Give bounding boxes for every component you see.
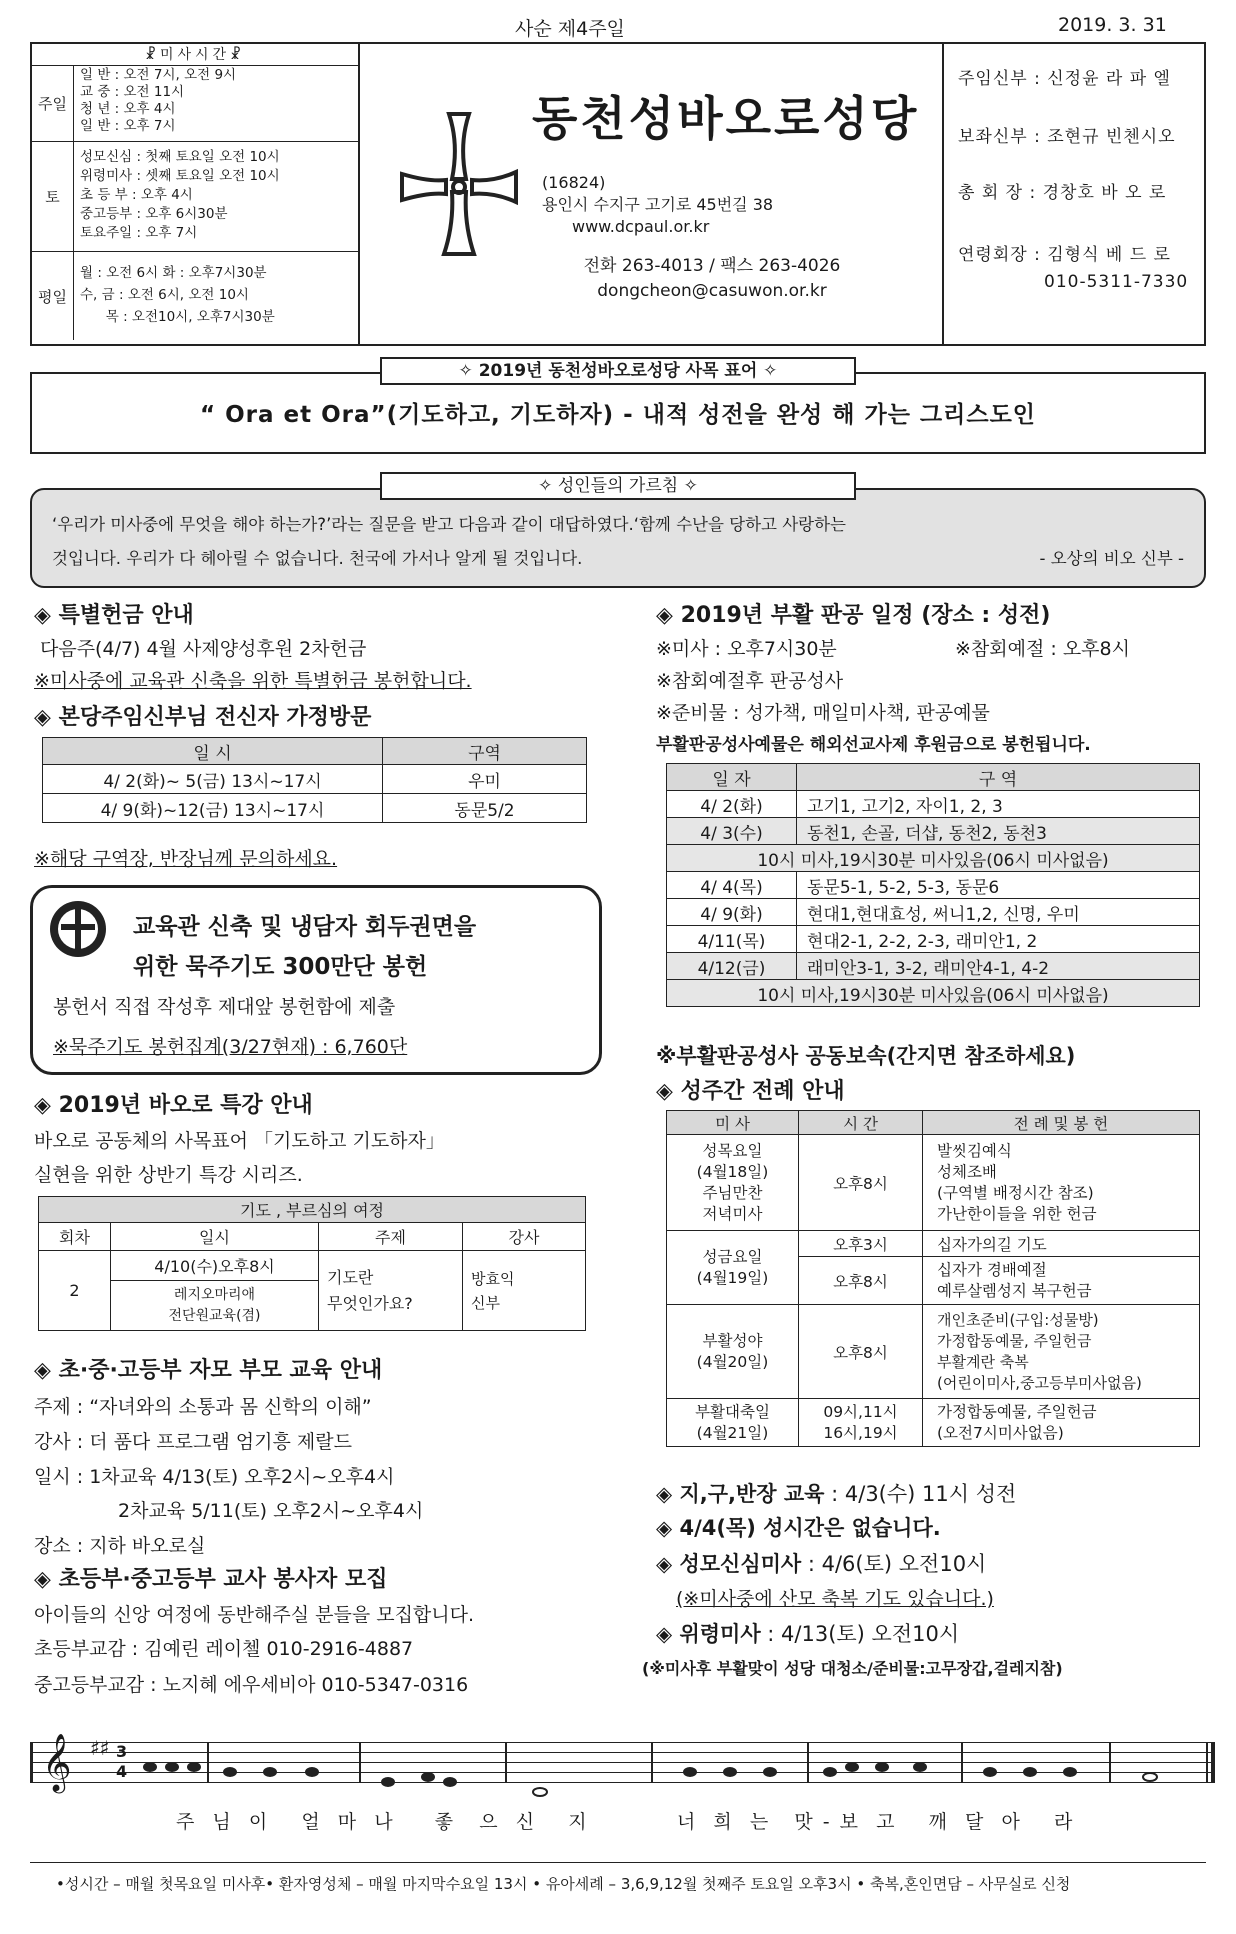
mass-line: 목 : 오전10시, 오후7시30분 — [80, 309, 275, 325]
table-cell: 4/10(수)오후8시 — [111, 1251, 319, 1281]
table-cell: 가정합동예물, 주일헌금 (오전7시미사없음) — [923, 1399, 1200, 1447]
lecture-table — [38, 1196, 586, 1331]
notice-value: : 4/6(토) 오전10시 — [801, 1552, 987, 1576]
table-cell: 10시 미사,19시30분 미사있음(06시 미사없음) — [667, 980, 1200, 1007]
confession-line: ※미사 : 오후7시30분 — [656, 638, 837, 660]
table-row — [43, 794, 587, 823]
notice-value: : 4/13(토) 오전10시 — [760, 1622, 960, 1646]
key-signature-icon: ♯♯ — [90, 1736, 110, 1760]
music-staff — [30, 1733, 1214, 1792]
special-offering-title: ◈ 특별헌금 안내 — [34, 603, 194, 628]
table-cell: 레지오마리애 전단원교육(겸) — [111, 1281, 319, 1331]
table-row — [667, 818, 1200, 845]
postal-code: (16824) — [542, 173, 606, 192]
confession-title: ◈ 2019년 부활 판공 일정 (장소 : 성전) — [656, 603, 1051, 628]
prayer-count: ※묵주기도 봉헌집계(3/27현재) : 6,760단 — [53, 1036, 408, 1058]
saint-tab: ✧ 성인들의 가르침 ✧ — [380, 472, 856, 500]
notice-marian-note: (※미사중에 산모 축복 기도 있습니다.) — [676, 1588, 994, 1610]
saint-line-row — [52, 542, 1184, 576]
notice-title: ◈ 지,구,반장 교육 — [656, 1482, 825, 1506]
staff-pastor: 주임신부 : 신정윤 라 파 엘 — [958, 69, 1171, 89]
lecture-line: 바오로 공동체의 사목표어 「기도하고 기도하자」 — [34, 1130, 445, 1152]
table-row — [667, 926, 1200, 953]
mass-line: 청 년 : 오후 4시 — [80, 101, 176, 117]
table-cell: 4/ 2(화)~ 5(금) 13시~17시 — [43, 765, 383, 794]
prayer-line-3: 봉헌서 직접 작성후 제대앞 봉헌함에 제출 — [53, 996, 396, 1018]
table-cell: 동문5/2 — [383, 794, 587, 823]
table-header: 구 역 — [797, 764, 1200, 791]
table-row — [667, 953, 1200, 980]
table-header-row — [667, 764, 1200, 791]
lecture-table-title: 기도 , 부르심의 여정 — [39, 1197, 586, 1223]
lecture-line: 실현을 위한 상반기 특강 시리즈. — [34, 1164, 303, 1186]
mass-line: 일 반 : 오전 7시, 오전 9시 — [80, 67, 237, 83]
footer-divider — [30, 1862, 1206, 1863]
table-cell: 오후8시 — [799, 1305, 923, 1399]
hymn-lyrics: 주 님 이 얼 마 나 좋 으 신 지 너 희 는 맛 - 보 고 깨 달 아 라 — [176, 1811, 1075, 1833]
issue-date: 2019. 3. 31 — [1058, 14, 1167, 36]
table-cell: 우미 — [383, 765, 587, 794]
table-cell: 10시 미사,19시30분 미사있음(06시 미사없음) — [667, 845, 1200, 872]
confession-line: ※참회예절후 판공성사 — [656, 670, 844, 692]
table-cell: 4/ 9(화)~12(금) 13시~17시 — [43, 794, 383, 823]
church-name: 동천성바오로성당 — [532, 92, 920, 147]
notice-leaders — [656, 1478, 1016, 1508]
parents-edu-line: 주제 : “자녀와의 소통과 몸 신학의 이해” — [34, 1396, 372, 1418]
table-row — [667, 791, 1200, 818]
notice-requiem-note: (※미사후 부활맞이 성당 대청소/준비물:고무장갑,걸레지참) — [642, 1659, 1063, 1678]
joint-penance-note: ※부활판공성사 공동보속(간지면 참조하세요) — [656, 1044, 1076, 1068]
table-row — [667, 1305, 1200, 1399]
confession-line: ※준비물 : 성가책, 매일미사책, 판공예물 — [656, 702, 990, 724]
website-link[interactable]: www.dcpaul.or.kr — [572, 217, 710, 236]
table-title-row — [39, 1197, 586, 1223]
table-header: 일 자 — [667, 764, 797, 791]
mass-lines — [74, 142, 286, 251]
table-cell: 오후3시 — [799, 1231, 923, 1257]
masthead — [30, 42, 1206, 346]
table-cell: 현대2-1, 2-2, 2-3, 래미안1, 2 — [797, 926, 1200, 953]
table-row — [667, 872, 1200, 899]
mass-line: 교 중 : 오전 11시 — [80, 84, 185, 100]
home-visit-title: ◈ 본당주임신부님 전신자 가정방문 — [34, 705, 372, 730]
table-cell: 십자가의길 기도 — [923, 1231, 1200, 1257]
mass-times-panel — [32, 44, 360, 344]
confession-note: 부활판공성사예물은 해외선교사제 후원금으로 봉헌됩니다. — [656, 735, 1091, 755]
notice-title: ◈ 위령미사 — [656, 1622, 761, 1646]
table-row — [667, 845, 1200, 872]
table-cell: 4/ 2(화) — [667, 791, 797, 818]
confession-schedule-table — [666, 763, 1200, 1007]
parents-edu-line: 장소 : 지하 바오로실 — [34, 1535, 206, 1557]
mass-line: 월 : 오전 6시 화 : 오후7시30분 — [80, 265, 267, 281]
table-header: 회차 — [39, 1223, 111, 1251]
holy-week-title: ◈ 성주간 전례 안내 — [656, 1079, 845, 1104]
motto-text: “ Ora et Ora”(기도하고, 기도하자) - 내적 성전을 완성 해 가는 그리스도인 — [199, 402, 1037, 428]
mass-line: 초 등 부 : 오후 4시 — [80, 187, 193, 203]
table-cell: 부활성야 (4월20일) — [667, 1305, 799, 1399]
mass-day-label: 평일 — [32, 252, 74, 340]
prayer-line-2: 위한 묵주기도 300만단 봉헌 — [133, 954, 428, 980]
table-header: 구역 — [383, 738, 587, 765]
table-header: 전 례 및 봉 헌 — [923, 1111, 1200, 1135]
table-cell: 발씻김예식 성체조배 (구역별 배정시간 참조) 가난한이들을 위한 헌금 — [923, 1135, 1200, 1231]
parents-edu-line: 강사 : 더 품다 프로그램 엄기흥 제랄드 — [34, 1431, 352, 1453]
saint-line: ‘우리가 미사중에 무엇을 해야 하는가?’라는 질문을 받고 다음과 같이 대답하였다.‘함께 수난을 당하고 사랑하는 — [52, 515, 846, 534]
staff-funeral-head: 연령회장 : 김형식 베 드 로 — [958, 245, 1171, 265]
mass-row-weekday — [32, 252, 358, 340]
table-cell: 고기1, 고기2, 자이1, 2, 3 — [797, 791, 1200, 818]
holy-week-table — [666, 1110, 1200, 1447]
table-cell: 십자가 경배예절 예루살렘성지 복구헌금 — [923, 1257, 1200, 1305]
teacher-recruit-line: 아이들의 신앙 여정에 동반해주실 분들을 모집합니다. — [34, 1604, 475, 1626]
table-cell: 2 — [39, 1251, 111, 1331]
table-row — [667, 980, 1200, 1007]
table-cell: 오후8시 — [799, 1135, 923, 1231]
notice-marian-mass — [656, 1548, 986, 1578]
mass-lines — [74, 66, 242, 141]
treble-clef-icon: 𝄞 — [42, 1733, 72, 1791]
parents-edu-line: 일시 : 1차교육 4/13(토) 오후2시~오후4시 — [34, 1466, 395, 1488]
top-line — [0, 0, 1236, 40]
table-header: 시 간 — [799, 1111, 923, 1135]
catholic-emblem-icon — [47, 898, 109, 960]
prayer-line-1: 교육관 신축 및 냉담자 회두권면을 — [133, 914, 477, 940]
staff-president: 총 회 장 : 경창호 바 오 로 — [958, 183, 1167, 203]
teacher-recruit-line: 중고등부교감 : 노지혜 에우세비아 010-5347-0316 — [34, 1674, 469, 1696]
table-header: 일 시 — [43, 738, 383, 765]
table-cell: 래미안3-1, 3-2, 래미안4-1, 4-2 — [797, 953, 1200, 980]
table-cell: 성금요일 (4월19일) — [667, 1231, 799, 1305]
table-header-row — [43, 738, 587, 765]
table-row — [39, 1251, 586, 1281]
mass-line: 위령미사 : 셋째 토요일 오전 10시 — [80, 168, 280, 184]
home-visit-note: ※해당 구역장, 반장님께 문의하세요. — [34, 848, 338, 870]
mass-line: 성모신심 : 첫째 토요일 오전 10시 — [80, 149, 280, 165]
table-cell: 동문5-1, 5-2, 5-3, 동문6 — [797, 872, 1200, 899]
liturgical-week: 사순 제4주일 — [515, 18, 625, 40]
table-row — [43, 765, 587, 794]
staff-assistant: 보좌신부 : 조현규 빈첸시오 — [958, 127, 1176, 147]
notice-value: : 4/3(수) 11시 성전 — [824, 1482, 1017, 1506]
special-offering-line: 다음주(4/7) 4월 사제양성후원 2차헌금 — [40, 638, 367, 660]
teacher-recruit-title: ◈ 초등부·중고등부 교사 봉사자 모집 — [34, 1567, 388, 1592]
parents-edu-line: 2차교육 5/11(토) 오후2시~오후4시 — [118, 1500, 424, 1522]
notice-holy-hour: ◈ 4/4(목) 성시간은 없습니다. — [656, 1516, 941, 1540]
table-header-row — [39, 1223, 586, 1251]
table-cell: 오후8시 — [799, 1257, 923, 1305]
rosary-prayer-box — [30, 885, 602, 1075]
parents-edu-title: ◈ 초·중·고등부 자모 부모 교육 안내 — [34, 1358, 383, 1383]
motto-tab: ✧ 2019년 동천성바오로성당 사목 표어 ✧ — [380, 357, 856, 385]
mass-line: 일 반 : 오후 7시 — [80, 118, 176, 134]
staff-panel — [942, 44, 1204, 344]
table-header: 주제 — [319, 1223, 463, 1251]
table-cell: 4/12(금) — [667, 953, 797, 980]
table-cell: 방효익 신부 — [463, 1251, 586, 1331]
table-cell: 4/ 9(화) — [667, 899, 797, 926]
lecture-title: ◈ 2019년 바오로 특강 안내 — [34, 1093, 313, 1118]
saint-line: 것입니다. 우리가 다 헤아릴 수 없습니다. 천국에 가서나 알게 될 것입니다. — [52, 549, 583, 568]
phone-fax: 전화 263-4013 / 팩스 263-4026 — [583, 256, 841, 276]
table-cell: 4/11(목) — [667, 926, 797, 953]
table-header: 일시 — [111, 1223, 319, 1251]
table-cell: 개인초준비(구입:성물방) 가정합동예물, 주일헌금 부활계란 축복 (어린이미사,중고등부미사없음) — [923, 1305, 1200, 1399]
table-cell: 동천1, 손골, 더샵, 동천2, 동천3 — [797, 818, 1200, 845]
table-row — [667, 1231, 1200, 1257]
home-visit-table — [42, 737, 587, 823]
table-header: 미 사 — [667, 1111, 799, 1135]
mass-line: 중고등부 : 오후 6시30분 — [80, 206, 228, 222]
saint-teaching-box — [30, 488, 1206, 588]
mass-row-sunday — [32, 66, 358, 142]
time-signature: 3 4 — [116, 1742, 128, 1781]
church-address-block — [542, 172, 773, 238]
staff-phone: 010-5311-7330 — [1044, 272, 1189, 292]
mass-day-label: 토 — [32, 142, 74, 251]
teacher-recruit-line: 초등부교감 : 김예린 레이첼 010-2916-4887 — [34, 1638, 414, 1660]
table-header: 강사 — [463, 1223, 586, 1251]
mass-line: 수, 금 : 오전 6시, 오전 10시 — [80, 287, 249, 303]
table-header-row — [667, 1111, 1200, 1135]
table-cell: 4/ 3(수) — [667, 818, 797, 845]
table-row — [667, 1399, 1200, 1447]
email-link[interactable]: dongcheon@casuwon.or.kr — [597, 281, 827, 301]
mass-row-saturday — [32, 142, 358, 252]
confession-line: ※참회예절 : 오후8시 — [955, 638, 1130, 660]
saint-attribution: - 오상의 비오 신부 - — [1039, 549, 1184, 568]
mass-line: 토요주일 : 오후 7시 — [80, 225, 198, 241]
table-cell: 성목요일 (4월18일) 주님만찬 저녁미사 — [667, 1135, 799, 1231]
church-info — [362, 44, 942, 344]
special-offering-note: ※미사중에 교육관 신축을 위한 특별헌금 봉헌합니다. — [34, 670, 472, 692]
mass-day-label: 주일 — [32, 66, 74, 141]
melody-notes — [30, 1722, 1214, 1802]
mass-times-heading: ☧미사시간☧ — [32, 44, 358, 66]
table-cell: 09시,11시 16시,19시 — [799, 1399, 923, 1447]
notice-requiem-mass — [656, 1618, 959, 1648]
footer-notices: •성시간 – 매월 첫목요일 미사후• 환자영성체 – 매월 마지막수요일 13시 • 유아세례 – 3,6,9,12월 첫째주 토요일 오후3시 • 축복,혼인면담 – 사무실로 신청 — [56, 1875, 1071, 1893]
table-cell: 현대1,현대효성, 써니1,2, 신명, 우미 — [797, 899, 1200, 926]
mass-lines — [74, 252, 281, 340]
table-cell: 기도란 무엇인가요? — [319, 1251, 463, 1331]
table-row — [667, 899, 1200, 926]
table-row — [667, 1135, 1200, 1231]
table-cell: 부활대축일 (4월21일) — [667, 1399, 799, 1447]
notice-title: ◈ 성모신심미사 — [656, 1552, 802, 1576]
table-cell: 4/ 4(목) — [667, 872, 797, 899]
cross-logo-icon — [394, 104, 524, 264]
church-contact — [542, 254, 882, 304]
street-address: 용인시 수지구 고기로 45번길 38 — [542, 195, 774, 214]
